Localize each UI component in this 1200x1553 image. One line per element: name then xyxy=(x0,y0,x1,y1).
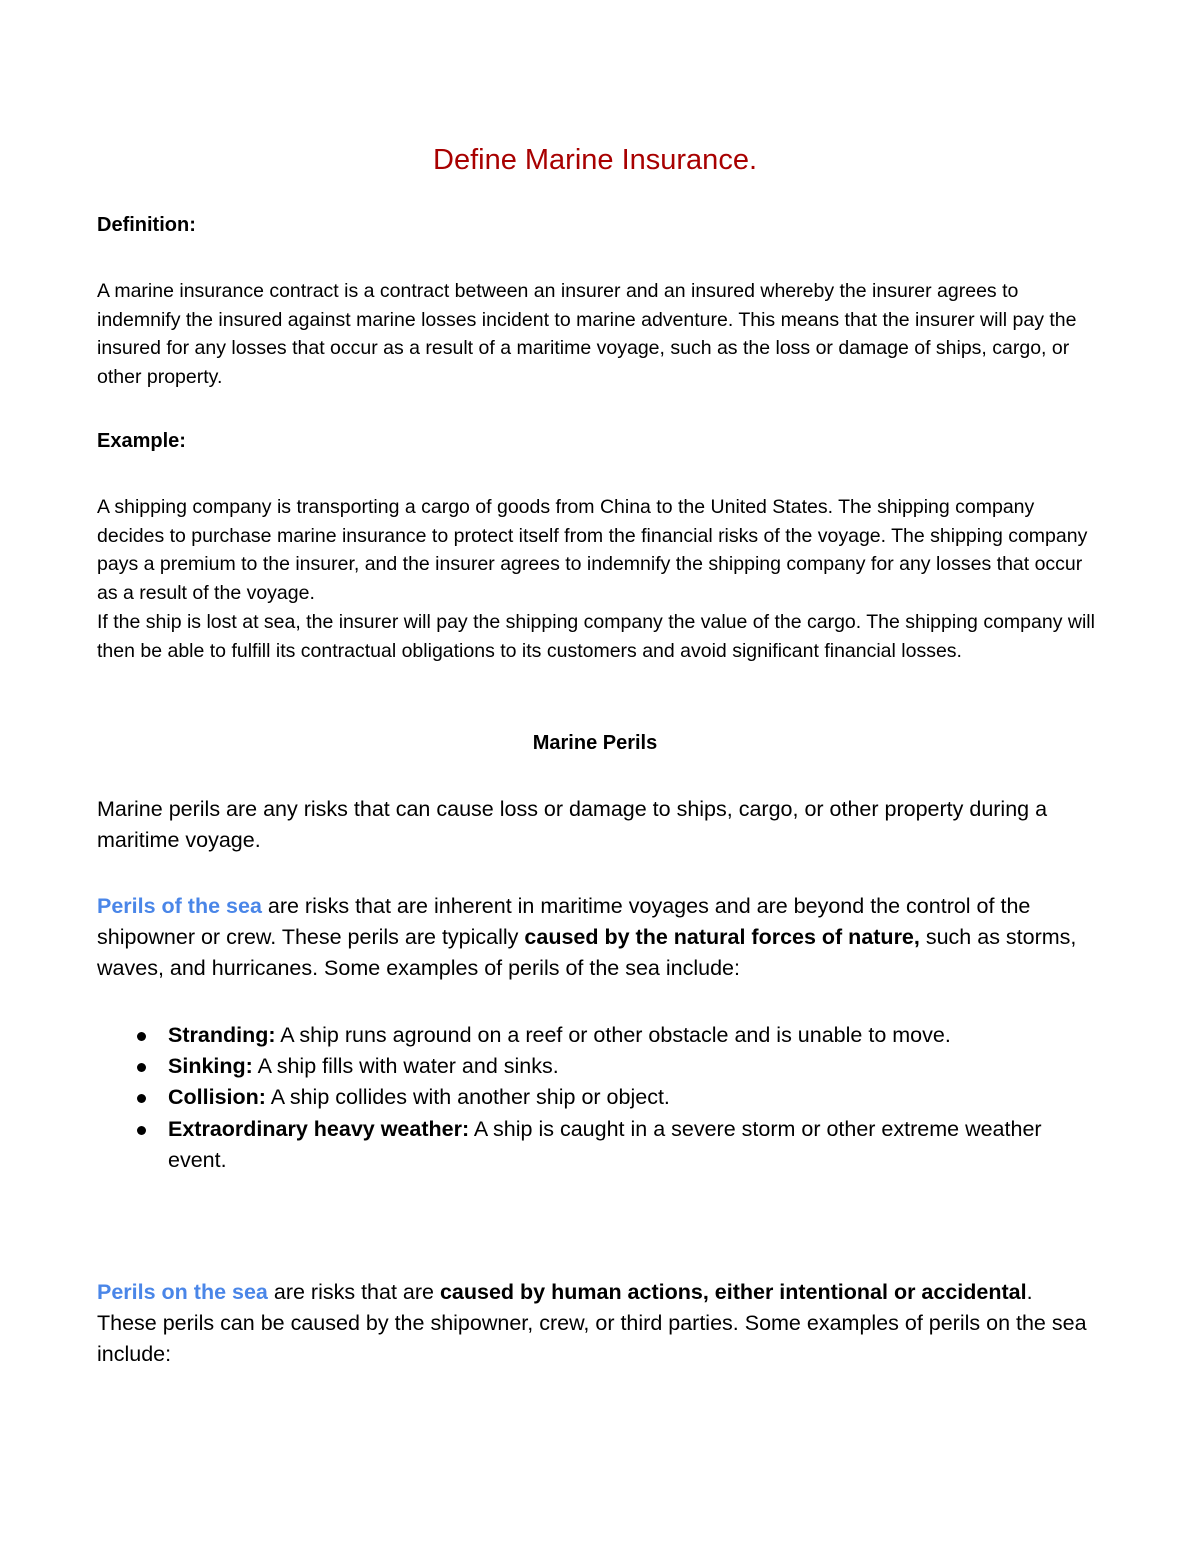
perils-of-the-sea-text-1: are risks that are inherent in maritime voyages and are beyond the control of the shipowner or crew. These perils are typically xyxy=(97,894,1031,950)
marine-perils-intro: Marine perils are any risks that can cause loss or damage to ships, cargo, or other property during a maritime voyage. xyxy=(97,797,1048,853)
bullet-icon xyxy=(137,1063,146,1072)
perils-on-the-sea-text-1: are risks that are xyxy=(267,1280,440,1304)
list-item-term: Extraordinary heavy weather: xyxy=(168,1116,470,1141)
perils-of-the-sea-text-2: such as storms, waves, and hurricanes. Some examples of perils of the sea include: xyxy=(97,925,1077,981)
example-paragraph-1: A shipping company is transporting a cargo of goods from China to the United States. The shipping company decides to purchase marine insurance to protect itself from the financial risks of the voyage. The shipping company pays a premium to the insurer, and the insurer agrees to indemnify the shipping company for any losses that occur as a result of the voyage. xyxy=(97,496,1088,605)
perils-on-the-sea-bold: caused by human actions, either intentional or accidental xyxy=(439,1280,1027,1304)
bullet-icon xyxy=(137,1126,146,1135)
perils-on-the-sea-paragraph xyxy=(97,1277,1097,1371)
perils-on-the-sea-text-2: . These perils can be caused by the shipowner, crew, or third parties. Some examples of perils on the sea include: xyxy=(97,1280,1087,1367)
example-heading: Example: xyxy=(97,430,186,452)
list-item-term: Sinking: xyxy=(168,1054,253,1079)
list-item-term: Stranding: xyxy=(168,1023,276,1047)
bullet-icon xyxy=(137,1094,146,1103)
perils-on-the-sea-term: Perils on the sea xyxy=(97,1280,268,1304)
list-item-text: A ship is caught in a severe storm or other extreme weather event. xyxy=(168,1116,1042,1172)
marine-perils-heading: Marine Perils xyxy=(532,732,658,754)
list-item-text: A ship collides with another ship or object. xyxy=(265,1085,670,1110)
perils-of-the-sea-term: Perils of the sea xyxy=(97,894,262,918)
list-item-text: A ship fills with water and sinks. xyxy=(252,1054,559,1079)
example-paragraph-2: If the ship is lost at sea, the insurer will pay the shipping company the value of the cargo. The shipping company will then be able to fulfill its contractual obligations to its customers and avoid significant financial losses. xyxy=(97,610,1095,662)
definition-heading: Definition: xyxy=(97,214,196,236)
list-item-text: A ship runs aground on a reef or other obstacle and is unable to move. xyxy=(275,1023,951,1047)
perils-of-the-sea-paragraph xyxy=(97,891,1097,985)
document-title: Define Marine Insurance. xyxy=(433,144,757,176)
list-item xyxy=(97,1020,1057,1051)
definition-paragraph: A marine insurance contract is a contract between an insurer and an insured whereby the insurer agrees to indemnify the insured against marine losses incident to marine adventure. This means that the insurer will pay the insured for any losses that occur as a result of a maritime voyage, such as the loss or damage of ships, cargo, or other property. xyxy=(97,280,1077,389)
list-item-term: Collision: xyxy=(168,1085,266,1110)
example-section xyxy=(97,493,1097,665)
perils-of-the-sea-bold: caused by the natural forces of nature, xyxy=(524,925,920,950)
bullet-icon xyxy=(137,1032,146,1041)
perils-of-the-sea-list xyxy=(97,1020,1057,1176)
list-item xyxy=(97,1082,1057,1113)
list-item xyxy=(97,1051,1057,1082)
list-item xyxy=(97,1114,1057,1176)
